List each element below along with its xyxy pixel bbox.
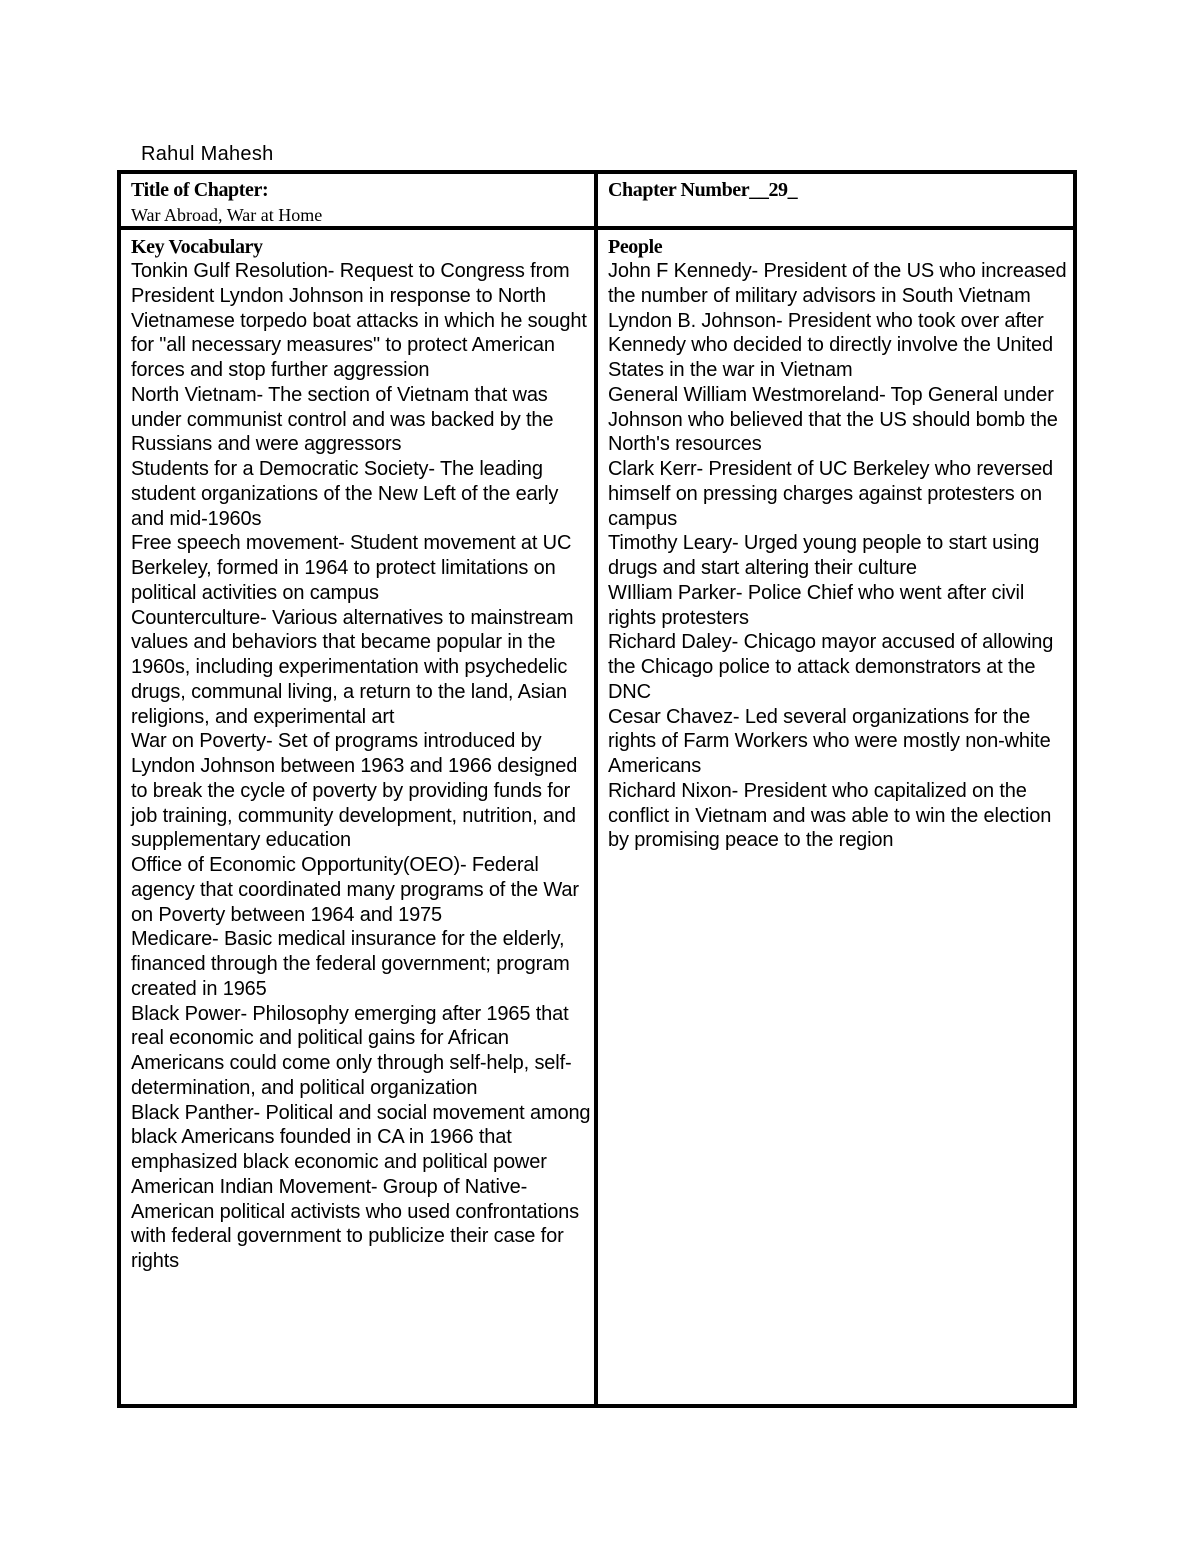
people-entry: Timothy Leary- Urged young people to start using drugs and start altering their culture <box>608 532 1040 579</box>
vocabulary-entry: Free speech movement- Student movement at UC Berkeley, formed in 1964 to protect limitations on political activities on campus <box>131 532 572 604</box>
vocabulary-entry: Tonkin Gulf Resolution- Request to Congress from President Lyndon Johnson in response to North Vietnamese torpedo boat attacks in which he sought for "all necessary measures" to protect American forces and stop further aggression <box>131 260 587 381</box>
people-cell <box>608 235 1070 1403</box>
people-list <box>608 259 1070 853</box>
chapter-number-cell <box>608 178 1064 226</box>
vocabulary-entry: Counterculture- Various alternatives to mainstream values and behaviors that became popular in the 1960s, including experimentation with psychedelic drugs, communal living, a return to the land, Asian religions, and experimental art <box>131 606 574 728</box>
vocabulary-entry: American Indian Movement- Group of Native-American political activists who used confrontations with federal government to publicize their case for rights <box>131 1175 579 1272</box>
author-name: Rahul Mahesh <box>141 143 274 165</box>
people-heading: People <box>608 236 663 258</box>
table-row-divider <box>117 226 1077 230</box>
table-border-left <box>117 170 121 1408</box>
chapter-title: War Abroad, War at Home <box>131 205 323 225</box>
vocabulary-cell <box>131 235 591 1403</box>
vocabulary-entry: Medicare- Basic medical insurance for the elderly, financed through the federal government; program created in 1965 <box>131 928 570 1000</box>
chapter-number-label: Chapter Number__29_ <box>608 179 798 201</box>
people-entry: Richard Daley- Chicago mayor accused of allowing the Chicago police to attack demonstrators at the DNC <box>608 631 1054 703</box>
people-entry: WIlliam Parker- Police Chief who went after civil rights protesters <box>608 581 1025 629</box>
people-entry: General William Westmoreland- Top General under Johnson who believed that the US should bomb the North's resources <box>608 383 1058 456</box>
chapter-notes-table <box>117 170 1077 1408</box>
title-label: Title of Chapter: <box>131 179 269 201</box>
people-entry: Richard Nixon- President who capitalized on the conflict in Vietnam and was able to win the election by promising peace to the region <box>608 779 1052 852</box>
table-border-right <box>1073 170 1077 1408</box>
people-entry: Clark Kerr- President of UC Berkeley who reversed himself on pressing charges against protesters on campus <box>608 458 1054 530</box>
vocabulary-entry: Black Panther- Political and social movement among black Americans founded in CA in 1966 that emphasized black economic and political power <box>131 1101 591 1173</box>
table-column-divider <box>594 170 598 1408</box>
vocabulary-entry: Students for a Democratic Society- The leading student organizations of the New Left of the early and mid-1960s <box>131 458 559 530</box>
vocabulary-entry: War on Poverty- Set of programs introduced by Lyndon Johnson between 1963 and 1966 designed to break the cycle of poverty by providing funds for job training, community development, nutrition, and supplementary education <box>131 730 578 852</box>
people-entry: Lyndon B. Johnson- President who took over after Kennedy who decided to directly involve the United States in the war in Vietnam <box>608 309 1054 381</box>
people-entry: John F Kennedy- President of the US who increased the number of military advisors in South Vietnam <box>608 260 1067 307</box>
title-cell <box>131 178 587 226</box>
vocabulary-heading: Key Vocabulary <box>131 236 263 258</box>
people-entry: Cesar Chavez- Led several organizations for the rights of Farm Workers who were mostly non-white Americans <box>608 705 1051 777</box>
vocabulary-entry: North Vietnam- The section of Vietnam that was under communist control and was backed by the Russians and were aggressors <box>131 383 554 456</box>
vocabulary-list <box>131 259 591 1274</box>
vocabulary-entry: Black Power- Philosophy emerging after 1965 that real economic and political gains for African Americans could come only through self-help, self-determination, and political organization <box>131 1002 572 1099</box>
vocabulary-entry: Office of Economic Opportunity(OEO)- Federal agency that coordinated many programs of the War on Poverty between 1964 and 1975 <box>131 854 579 926</box>
